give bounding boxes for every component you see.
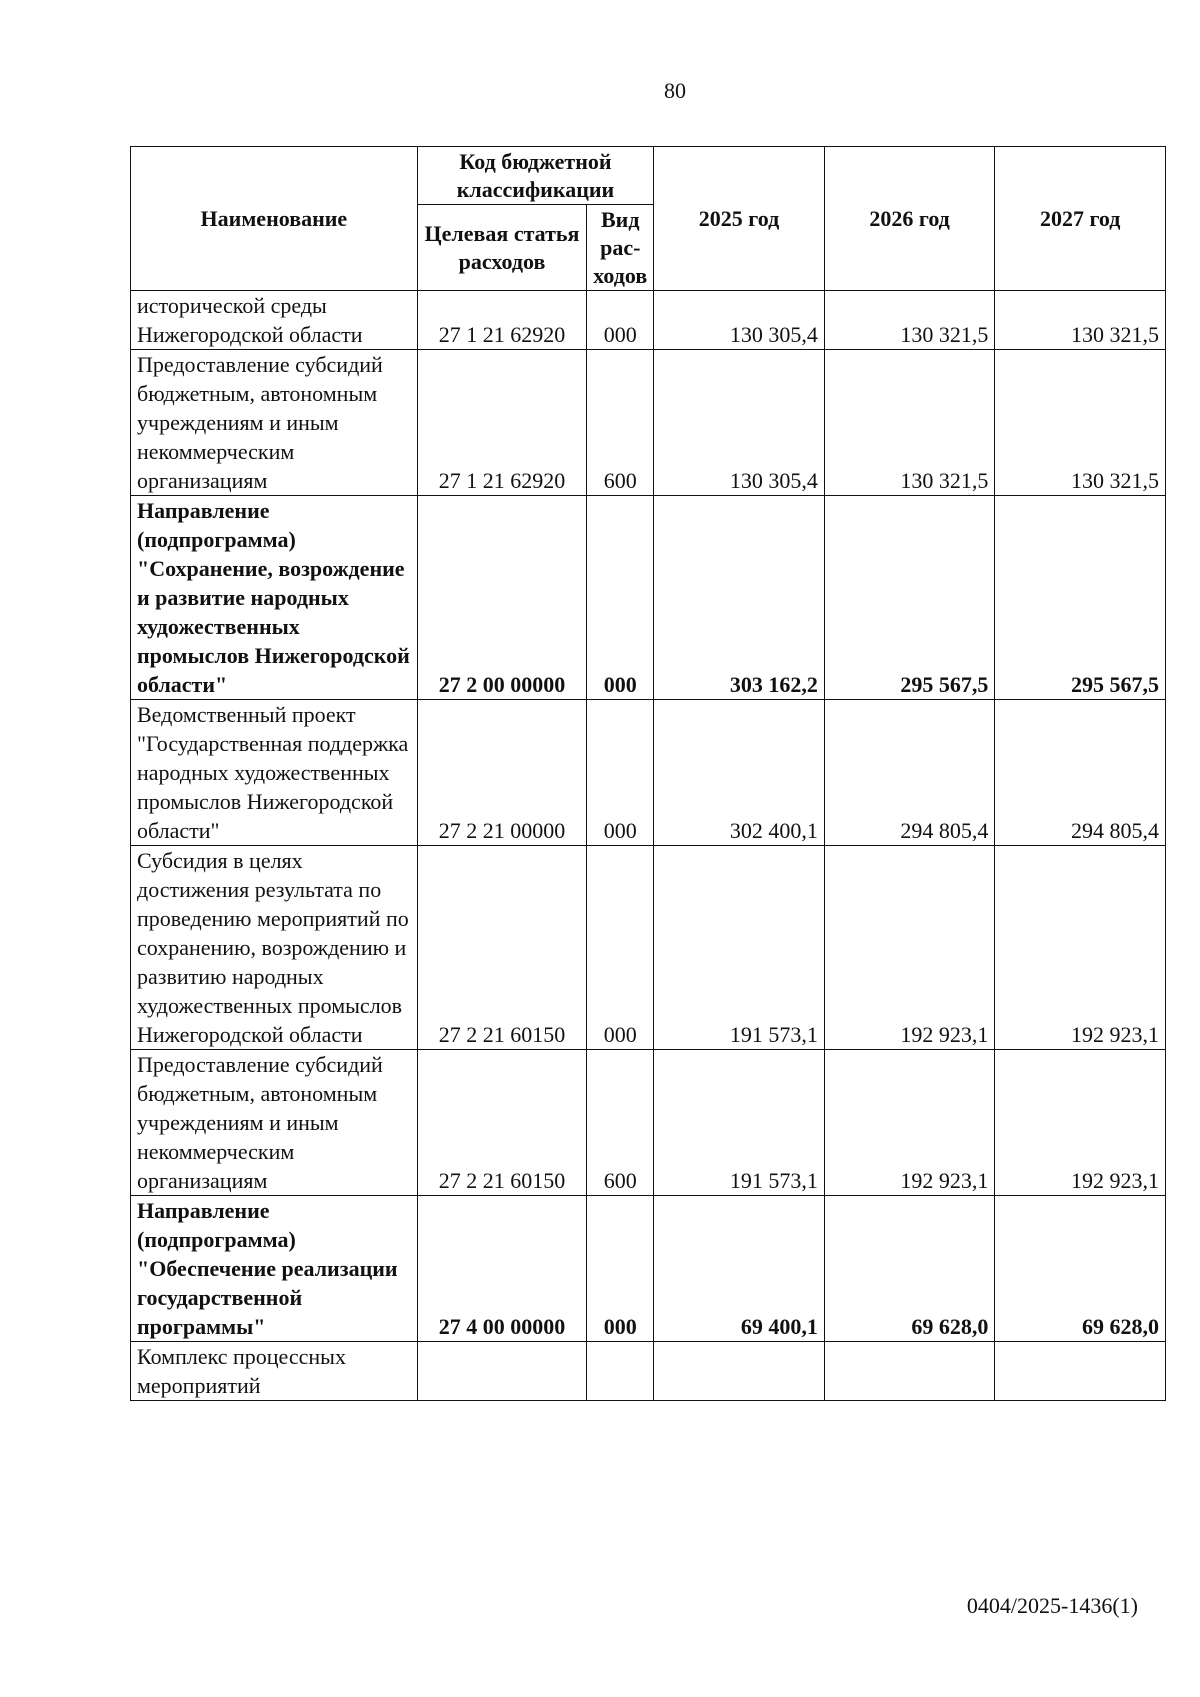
- expense-kind-cell: 000: [587, 846, 654, 1050]
- header-2025: 2025 год: [654, 147, 825, 291]
- amount-2025-cell: 191 573,1: [654, 846, 825, 1050]
- amount-2026-cell: 130 321,5: [824, 291, 995, 350]
- name-cell: Направление (подпрограмма) "Сохранение, возрождение и развитие народных художественных промыслов Нижегородской области": [131, 496, 418, 700]
- amount-2025-cell: [654, 1342, 825, 1401]
- header-kind: Вид рас-ходов: [587, 205, 654, 291]
- name-cell: исторической среды Нижегородской области: [131, 291, 418, 350]
- expense-kind-cell: 000: [587, 496, 654, 700]
- amount-2026-cell: 192 923,1: [824, 1050, 995, 1196]
- amount-2026-cell: 130 321,5: [824, 350, 995, 496]
- amount-2025-cell: 69 400,1: [654, 1196, 825, 1342]
- table-row: [131, 700, 1166, 846]
- amount-2026-cell: 192 923,1: [824, 846, 995, 1050]
- amount-2027-cell: 130 321,5: [995, 350, 1166, 496]
- target-code-cell: 27 4 00 00000: [417, 1196, 587, 1342]
- document-id: 0404/2025-1436(1): [966, 1593, 1138, 1618]
- header-target: Целевая статья расходов: [417, 205, 587, 291]
- amount-2027-cell: 69 628,0: [995, 1196, 1166, 1342]
- target-code-cell: 27 2 21 00000: [417, 700, 587, 846]
- name-cell: Ведомственный проект "Государственная поддержка народных художественных промыслов Нижегородской области": [131, 700, 418, 846]
- amount-2027-cell: 294 805,4: [995, 700, 1166, 846]
- amount-2025-cell: 130 305,4: [654, 350, 825, 496]
- amount-2026-cell: 295 567,5: [824, 496, 995, 700]
- name-cell: Субсидия в целях достижения результата по проведению мероприятий по сохранению, возрождению и развитию народных художественных промыслов Нижегородской области: [131, 846, 418, 1050]
- expense-kind-cell: 000: [587, 700, 654, 846]
- expense-kind-cell: 600: [587, 1050, 654, 1196]
- amount-2027-cell: 130 321,5: [995, 291, 1166, 350]
- table-row: [131, 1050, 1166, 1196]
- name-cell: Комплекс процессных мероприятий: [131, 1342, 418, 1401]
- amount-2027-cell: 295 567,5: [995, 496, 1166, 700]
- table-row: [131, 1342, 1166, 1401]
- name-cell: Направление (подпрограмма) "Обеспечение реализации государственной программы": [131, 1196, 418, 1342]
- expense-kind-cell: 000: [587, 1196, 654, 1342]
- name-cell: Предоставление субсидий бюджетным, автономным учреждениям и иным некоммерческим организациям: [131, 1050, 418, 1196]
- table-row: [131, 846, 1166, 1050]
- expense-kind-cell: 000: [587, 291, 654, 350]
- table-row: [131, 291, 1166, 350]
- header-name: Наименование: [131, 147, 418, 291]
- target-code-cell: 27 1 21 62920: [417, 291, 587, 350]
- header-2027: 2027 год: [995, 147, 1166, 291]
- target-code-cell: 27 2 21 60150: [417, 846, 587, 1050]
- table-row: [131, 496, 1166, 700]
- amount-2025-cell: 302 400,1: [654, 700, 825, 846]
- target-code-cell: 27 1 21 62920: [417, 350, 587, 496]
- amount-2025-cell: 303 162,2: [654, 496, 825, 700]
- amount-2025-cell: 191 573,1: [654, 1050, 825, 1196]
- name-cell: Предоставление субсидий бюджетным, автономным учреждениям и иным некоммерческим организациям: [131, 350, 418, 496]
- amount-2027-cell: 192 923,1: [995, 846, 1166, 1050]
- amount-2025-cell: 130 305,4: [654, 291, 825, 350]
- expense-kind-cell: 600: [587, 350, 654, 496]
- target-code-cell: 27 2 00 00000: [417, 496, 587, 700]
- budget-table: [130, 146, 1166, 1401]
- table-row: [131, 1196, 1166, 1342]
- header-2026: 2026 год: [824, 147, 995, 291]
- amount-2027-cell: 192 923,1: [995, 1050, 1166, 1196]
- table-row: [131, 350, 1166, 496]
- amount-2026-cell: 294 805,4: [824, 700, 995, 846]
- page-number: 80: [664, 78, 686, 103]
- expense-kind-cell: [587, 1342, 654, 1401]
- amount-2027-cell: [995, 1342, 1166, 1401]
- amount-2026-cell: [824, 1342, 995, 1401]
- target-code-cell: [417, 1342, 587, 1401]
- target-code-cell: 27 2 21 60150: [417, 1050, 587, 1196]
- amount-2026-cell: 69 628,0: [824, 1196, 995, 1342]
- header-code-group: Код бюджетной классификации: [417, 147, 654, 205]
